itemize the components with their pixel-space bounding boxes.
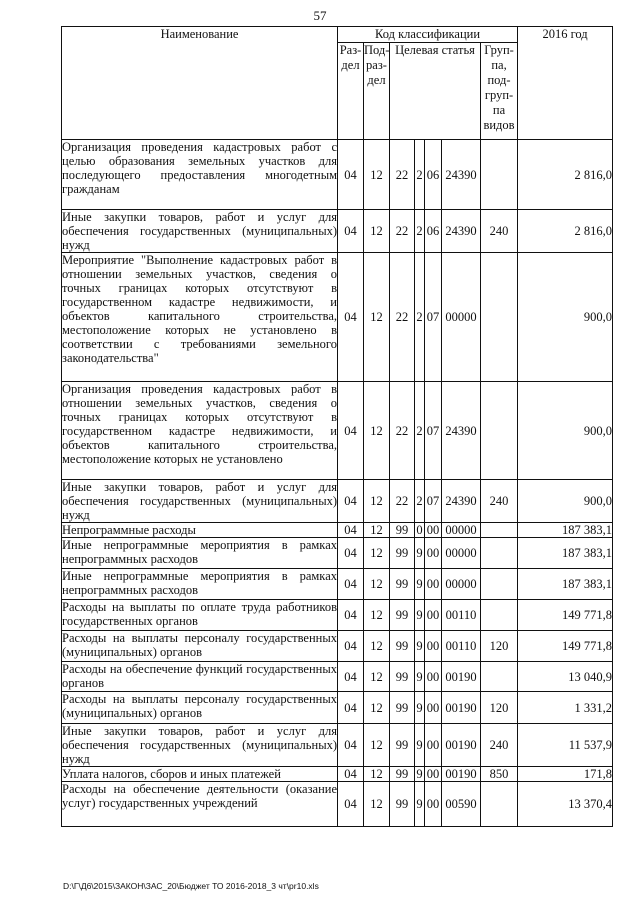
row-podrazdel: 12	[364, 692, 390, 724]
row-target-subprogram: 9	[416, 767, 423, 781]
row-target-direction: 00110	[442, 600, 481, 631]
row-razdel: 04	[338, 724, 364, 767]
row-target-direction: 00590	[442, 782, 481, 827]
row-name: Расходы на выплаты по оплате труда работников государственных органов	[62, 600, 338, 631]
row-target-measure: 00	[425, 600, 442, 631]
row-name: Расходы на обеспечение деятельности (оказание услуг) государственных учреждений	[62, 782, 338, 827]
row-target-program: 22	[390, 382, 415, 480]
row-name: Иные закупки товаров, работ и услуг для обеспечения государственных (муниципальных) нужд	[62, 480, 337, 522]
row-razdel: 04	[338, 210, 364, 253]
row-target-measure: 00	[425, 724, 442, 767]
row-name: Расходы на выплаты персоналу государственных (муниципальных) органов	[62, 692, 338, 724]
row-razdel: 04	[338, 692, 364, 724]
table-header	[62, 27, 613, 140]
row-name: Иные непрограммные мероприятия в рамках непрограммных расходов	[62, 569, 338, 600]
row-target-measure: 07	[425, 480, 442, 523]
row-group	[481, 600, 518, 631]
row-target-program: 99	[390, 569, 415, 600]
row-target-program: 99	[390, 662, 415, 692]
row-name: Иные непрограммные мероприятия в рамках непрограммных расходов	[62, 538, 338, 569]
row-podrazdel: 12	[364, 767, 390, 782]
row-amount: 900,0	[518, 382, 613, 480]
row-podrazdel: 12	[364, 569, 390, 600]
row-target-subprogram: 9	[415, 569, 425, 600]
row-amount: 187 383,1	[518, 523, 613, 538]
row-target-direction: 00190	[442, 692, 481, 724]
row-amount: 187 383,1	[518, 569, 613, 600]
table-row	[62, 662, 613, 692]
row-target-subprogram: 2	[415, 480, 425, 523]
row-group	[481, 523, 518, 538]
table-row	[62, 480, 613, 523]
row-target-program: 22	[390, 140, 415, 210]
row-target-measure: 06	[425, 210, 442, 253]
row-name: Иные закупки товаров, работ и услуг для обеспечения государственных (муниципальных) нужд	[62, 724, 337, 766]
table-row	[62, 724, 613, 767]
file-path-footer: D:\Г\Д6\2015\ЗАКОН\ЗАС_20\Бюджет ТО 2016-2018_3 чт\pr10.xls	[63, 881, 319, 891]
row-name: Организация проведения кадастровых работ с целью образования земельных участков для последующего предоставления многодетным гражданам	[62, 140, 338, 210]
row-target-program: 99	[390, 523, 415, 538]
row-name: Расходы на выплаты персоналу государственных (муниципальных) органов	[62, 631, 338, 662]
row-razdel: 04	[338, 767, 364, 782]
row-name: Организация проведения кадастровых работ в отношении земельных участков, сведения о точных границах которых отсутствуют в государственном кадастре недвижимости, и объектов капитального строительства, местоположение которых не установлено	[62, 382, 338, 480]
row-target-direction: 24390	[442, 210, 481, 253]
row-razdel: 04	[338, 538, 364, 569]
row-target-subprogram: 9	[415, 692, 425, 724]
row-group: 850	[481, 767, 518, 782]
row-razdel: 04	[338, 569, 364, 600]
row-target-direction: 00190	[442, 767, 481, 782]
row-target-direction: 00000	[442, 538, 481, 569]
row-target-direction: 00110	[442, 631, 481, 662]
row-amount: 149 771,8	[518, 631, 613, 662]
row-amount: 1 331,2	[518, 692, 613, 724]
header-target-article: Целевая статья	[390, 43, 481, 140]
page-number: 57	[313, 8, 327, 23]
row-razdel: 04	[338, 140, 364, 210]
row-razdel: 04	[338, 782, 364, 827]
row-target-direction: 00000	[442, 253, 481, 382]
table-row	[62, 782, 613, 827]
row-podrazdel: 12	[364, 724, 390, 767]
row-target-measure: 07	[425, 253, 442, 382]
row-amount: 13 370,4	[518, 782, 613, 827]
table-row	[62, 382, 613, 480]
row-name: Мероприятие "Выполнение кадастровых работ в отношении земельных участков, сведения о точных границах которых отсутствуют в государственном кадастре недвижимости, и объектов капитального строительства, местоположение которых не установлено в соответствии с требованиями земельного законодательства"	[62, 253, 338, 382]
row-podrazdel: 12	[364, 210, 390, 253]
row-target-program: 99	[390, 631, 415, 662]
table-row	[62, 523, 613, 538]
header-podrazdel: Под- раз- дел	[364, 43, 390, 140]
row-target-direction: 00000	[442, 569, 481, 600]
budget-table	[61, 26, 613, 827]
header-group: Груп- па, под- груп- па видов	[481, 43, 518, 140]
row-amount: 13 040,9	[518, 662, 613, 692]
row-target-subprogram: 9	[415, 600, 425, 631]
row-group: 240	[481, 724, 518, 767]
row-amount: 187 383,1	[518, 538, 613, 569]
row-target-direction: 24390	[442, 140, 481, 210]
header-code-classification: Код классификации	[338, 27, 518, 43]
row-target-program: 22	[390, 480, 415, 523]
row-target-program: 99	[390, 600, 415, 631]
row-target-subprogram: 2	[415, 210, 425, 253]
row-group	[481, 782, 518, 827]
row-podrazdel: 12	[364, 523, 390, 538]
row-target-measure: 06	[425, 140, 442, 210]
row-target-measure: 00	[425, 767, 442, 782]
row-target-measure: 07	[425, 382, 442, 480]
row-group: 240	[481, 210, 518, 253]
row-podrazdel: 12	[364, 538, 390, 569]
table-row	[62, 569, 613, 600]
row-target-program: 22	[390, 253, 415, 382]
row-amount: 2 816,0	[518, 210, 613, 253]
row-group	[481, 538, 518, 569]
row-amount: 11 537,9	[518, 724, 613, 767]
row-name: Непрограммные расходы	[62, 523, 338, 538]
row-amount: 171,8	[518, 767, 613, 782]
table-row	[62, 538, 613, 569]
row-target-direction: 24390	[442, 480, 481, 523]
row-group: 240	[481, 480, 518, 523]
row-podrazdel: 12	[364, 140, 390, 210]
row-name: Расходы на обеспечение функций государственных органов	[62, 662, 337, 690]
table-row	[62, 631, 613, 662]
row-target-subprogram: 9	[415, 631, 425, 662]
row-razdel: 04	[338, 600, 364, 631]
row-podrazdel: 12	[364, 600, 390, 631]
row-target-subprogram: 9	[415, 538, 425, 569]
row-group: 120	[481, 631, 518, 662]
row-group	[481, 253, 518, 382]
row-target-subprogram: 2	[415, 140, 425, 210]
row-target-program: 99	[390, 767, 415, 782]
row-group	[481, 382, 518, 480]
table-row	[62, 692, 613, 724]
row-target-measure: 00	[425, 523, 442, 538]
row-podrazdel: 12	[364, 662, 390, 692]
row-amount: 2 816,0	[518, 140, 613, 210]
row-target-measure: 00	[425, 692, 442, 724]
row-target-program: 99	[390, 724, 415, 767]
header-year: 2016 год	[518, 27, 613, 140]
row-target-program: 99	[390, 782, 415, 827]
table-row	[62, 140, 613, 210]
table-row	[62, 767, 613, 782]
row-target-program: 99	[390, 692, 415, 724]
row-group	[481, 569, 518, 600]
row-razdel: 04	[338, 631, 364, 662]
row-group	[481, 140, 518, 210]
table-row	[62, 210, 613, 253]
row-name: Иные закупки товаров, работ и услуг для обеспечения государственных (муниципальных) нужд	[62, 210, 337, 252]
row-razdel: 04	[338, 523, 364, 538]
row-target-direction: 00190	[442, 724, 481, 767]
row-razdel: 04	[338, 253, 364, 382]
row-name: Уплата налогов, сборов и иных платежей	[62, 767, 338, 782]
row-amount: 149 771,8	[518, 600, 613, 631]
row-target-measure: 00	[425, 538, 442, 569]
row-target-subprogram: 0	[416, 523, 423, 537]
row-amount: 900,0	[518, 480, 613, 523]
row-target-direction: 00190	[442, 662, 481, 692]
row-amount: 900,0	[518, 253, 613, 382]
row-podrazdel: 12	[364, 253, 390, 382]
row-target-subprogram: 9	[415, 662, 425, 692]
row-target-measure: 00	[425, 569, 442, 600]
row-target-subprogram: 9	[415, 782, 425, 827]
row-razdel: 04	[338, 480, 364, 523]
row-target-measure: 00	[425, 631, 442, 662]
row-target-direction: 24390	[442, 382, 481, 480]
header-razdel: Раз- дел	[338, 43, 364, 140]
row-razdel: 04	[338, 382, 364, 480]
row-group: 120	[481, 692, 518, 724]
row-target-direction: 00000	[442, 523, 481, 538]
table-body	[62, 140, 613, 827]
table-row	[62, 600, 613, 631]
row-target-measure: 00	[425, 662, 442, 692]
row-target-subprogram: 2	[415, 382, 425, 480]
row-podrazdel: 12	[364, 782, 390, 827]
row-podrazdel: 12	[364, 480, 390, 523]
row-podrazdel: 12	[364, 382, 390, 480]
row-target-subprogram: 2	[415, 253, 425, 382]
header-name: Наименование	[62, 27, 338, 140]
row-target-subprogram: 9	[415, 724, 425, 767]
row-podrazdel: 12	[364, 631, 390, 662]
row-target-measure: 00	[425, 782, 442, 827]
row-target-program: 22	[390, 210, 415, 253]
table-row	[62, 253, 613, 382]
row-target-program: 99	[390, 538, 415, 569]
row-group	[481, 662, 518, 692]
row-razdel: 04	[338, 662, 364, 692]
